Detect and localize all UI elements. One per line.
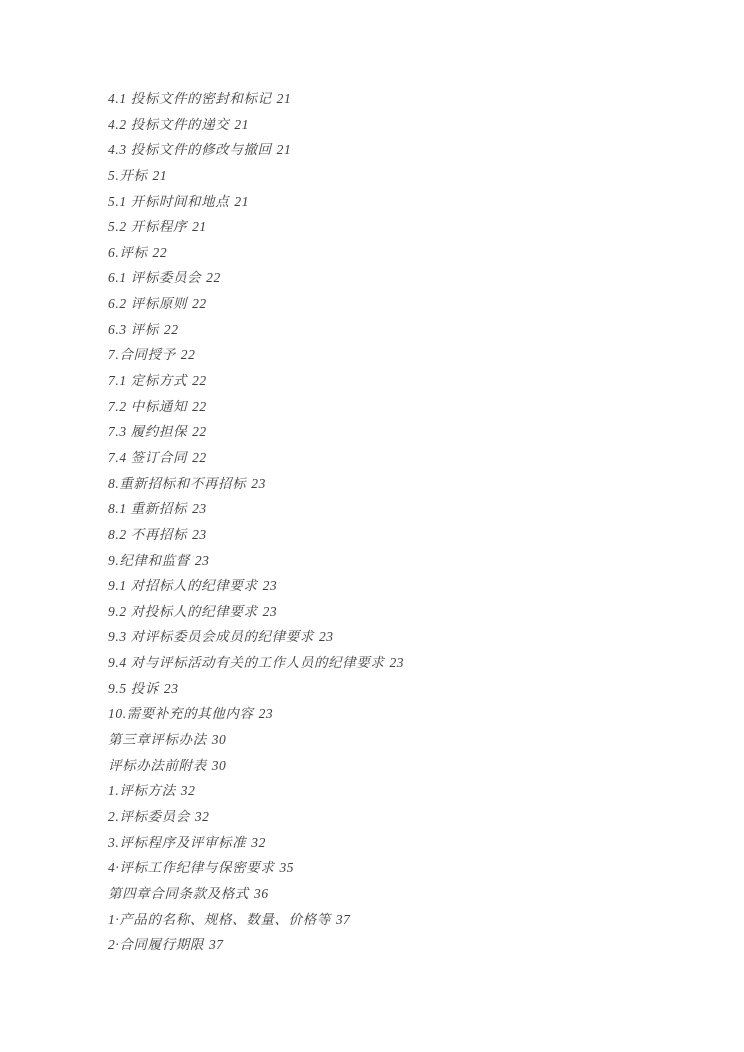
toc-entry-label: 9.纪律和监督 <box>108 552 190 568</box>
toc-entry-page-number: 23 <box>251 475 266 491</box>
toc-entry <box>108 368 684 394</box>
toc-entry-label: 6.3 评标 <box>108 321 159 337</box>
toc-entry-label: 6.2 评标原则 <box>108 296 188 312</box>
toc-entry-page-number: 36 <box>254 885 269 901</box>
toc-entry-label: 评标办法前附表 <box>108 757 207 773</box>
toc-entry-page-number: 37 <box>335 911 351 927</box>
toc-entry-page-number: 35 <box>279 860 295 876</box>
toc-entry <box>108 778 684 804</box>
toc-entry <box>108 240 684 266</box>
toc-entry <box>108 112 684 138</box>
toc-entry-label: 8.1 重新招标 <box>108 501 188 517</box>
toc-entry <box>108 573 684 599</box>
toc-entry <box>108 753 684 779</box>
toc-entry-page-number: 22 <box>192 449 207 465</box>
toc-list <box>108 86 684 958</box>
toc-entry-page-number: 23 <box>192 526 207 542</box>
toc-entry <box>108 701 684 727</box>
toc-entry-page-number: 22 <box>192 398 207 414</box>
toc-entry <box>108 650 684 676</box>
toc-entry-label: 2.评标委员会 <box>108 808 190 824</box>
toc-entry <box>108 932 684 958</box>
toc-entry-label: 1.评标方法 <box>108 783 176 799</box>
toc-entry-page-number: 37 <box>208 937 224 953</box>
toc-entry-page-number: 23 <box>258 706 274 722</box>
toc-entry-label: 3.评标程序及评审标准 <box>108 834 247 850</box>
toc-entry <box>108 265 684 291</box>
toc-entry-page-number: 23 <box>192 501 207 517</box>
toc-entry-label: 8.重新招标和不再招标 <box>108 475 247 491</box>
toc-entry-label: 4·评标工作纪律与保密要求 <box>108 860 275 876</box>
toc-entry-page-number: 23 <box>318 629 334 645</box>
toc-entry-label: 7.2 中标通知 <box>108 398 188 414</box>
toc-entry-label: 2·合同履行期限 <box>108 937 204 953</box>
toc-entry-label: 4.2 投标文件的递交 <box>108 116 230 132</box>
toc-entry-page-number: 22 <box>206 270 221 286</box>
toc-entry-page-number: 32 <box>180 783 196 799</box>
toc-entry <box>108 548 684 574</box>
toc-entry-page-number: 23 <box>262 603 278 619</box>
toc-entry <box>108 804 684 830</box>
toc-entry <box>108 163 684 189</box>
toc-entry-label: 9.4 对与评标活动有关的工作人员的纪律要求 <box>108 655 385 671</box>
toc-entry-page-number: 23 <box>389 655 405 671</box>
toc-entry-label: 8.2 不再招标 <box>108 526 188 542</box>
toc-entry-page-number: 22 <box>192 373 207 389</box>
toc-entry-page-number: 22 <box>192 296 207 312</box>
toc-entry <box>108 137 684 163</box>
toc-entry-page-number: 22 <box>180 347 196 363</box>
toc-entry-page-number: 30 <box>211 757 227 773</box>
toc-entry <box>108 881 684 907</box>
toc-entry-page-number: 32 <box>194 808 210 824</box>
toc-entry-page-number: 21 <box>234 193 250 209</box>
toc-entry-page-number: 21 <box>192 219 207 235</box>
toc-entry-page-number: 22 <box>152 244 168 260</box>
toc-entry <box>108 522 684 548</box>
toc-entry-page-number: 22 <box>163 321 179 337</box>
toc-entry-label: 第三章评标办法 <box>108 732 207 748</box>
toc-entry <box>108 317 684 343</box>
toc-entry-page-number: 32 <box>251 834 266 850</box>
toc-entry-label: 9.3 对评标委员会成员的纪律要求 <box>108 629 314 645</box>
toc-entry-page-number: 23 <box>163 680 179 696</box>
toc-entry <box>108 394 684 420</box>
toc-entry-label: 7.合同授予 <box>108 347 176 363</box>
toc-entry-page-number: 21 <box>276 91 292 106</box>
toc-entry <box>108 471 684 497</box>
toc-entry-label: 7.3 履约担保 <box>108 424 188 440</box>
toc-entry-label: 9.5 投诉 <box>108 680 159 696</box>
toc-entry-label: 10.需要补充的其他内容 <box>108 706 254 722</box>
toc-entry <box>108 727 684 753</box>
toc-entry-label: 9.1 对招标人的纪律要求 <box>108 578 258 594</box>
toc-entry <box>108 291 684 317</box>
toc-entry <box>108 907 684 933</box>
toc-entry <box>108 830 684 856</box>
toc-entry <box>108 676 684 702</box>
toc-entry-label: 4.3 投标文件的修改与撤回 <box>108 142 272 158</box>
toc-entry-page-number: 21 <box>276 142 292 158</box>
toc-entry-page-number: 23 <box>194 552 210 568</box>
toc-entry <box>108 855 684 881</box>
toc-entry-label: 7.1 定标方式 <box>108 373 188 389</box>
toc-entry <box>108 599 684 625</box>
toc-entry <box>108 86 684 112</box>
toc-entry <box>108 624 684 650</box>
toc-entry-label: 5.2 开标程序 <box>108 219 188 235</box>
toc-entry <box>108 214 684 240</box>
toc-entry-page-number: 21 <box>234 116 250 132</box>
toc-entry-label: 4.1 投标文件的密封和标记 <box>108 91 272 106</box>
toc-entry-page-number: 21 <box>152 167 168 183</box>
toc-entry-page-number: 22 <box>192 424 207 440</box>
toc-entry <box>108 189 684 215</box>
toc-entry-label: 5.开标 <box>108 167 148 183</box>
toc-entry-page-number: 30 <box>211 732 227 748</box>
toc-entry-label: 6.评标 <box>108 244 148 260</box>
toc-entry-label: 5.1 开标时间和地点 <box>108 193 230 209</box>
toc-entry-label: 7.4 签订合同 <box>108 449 188 465</box>
toc-entry-page-number: 23 <box>262 578 278 594</box>
toc-entry <box>108 445 684 471</box>
toc-entry-label: 6.1 评标委员会 <box>108 270 202 286</box>
toc-entry-label: 第四章合同条款及格式 <box>108 885 249 901</box>
toc-entry <box>108 419 684 445</box>
toc-entry-label: 1·产品的名称、规格、数量、价格等 <box>108 911 331 927</box>
toc-entry <box>108 496 684 522</box>
toc-entry <box>108 342 684 368</box>
toc-entry-label: 9.2 对投标人的纪律要求 <box>108 603 258 619</box>
